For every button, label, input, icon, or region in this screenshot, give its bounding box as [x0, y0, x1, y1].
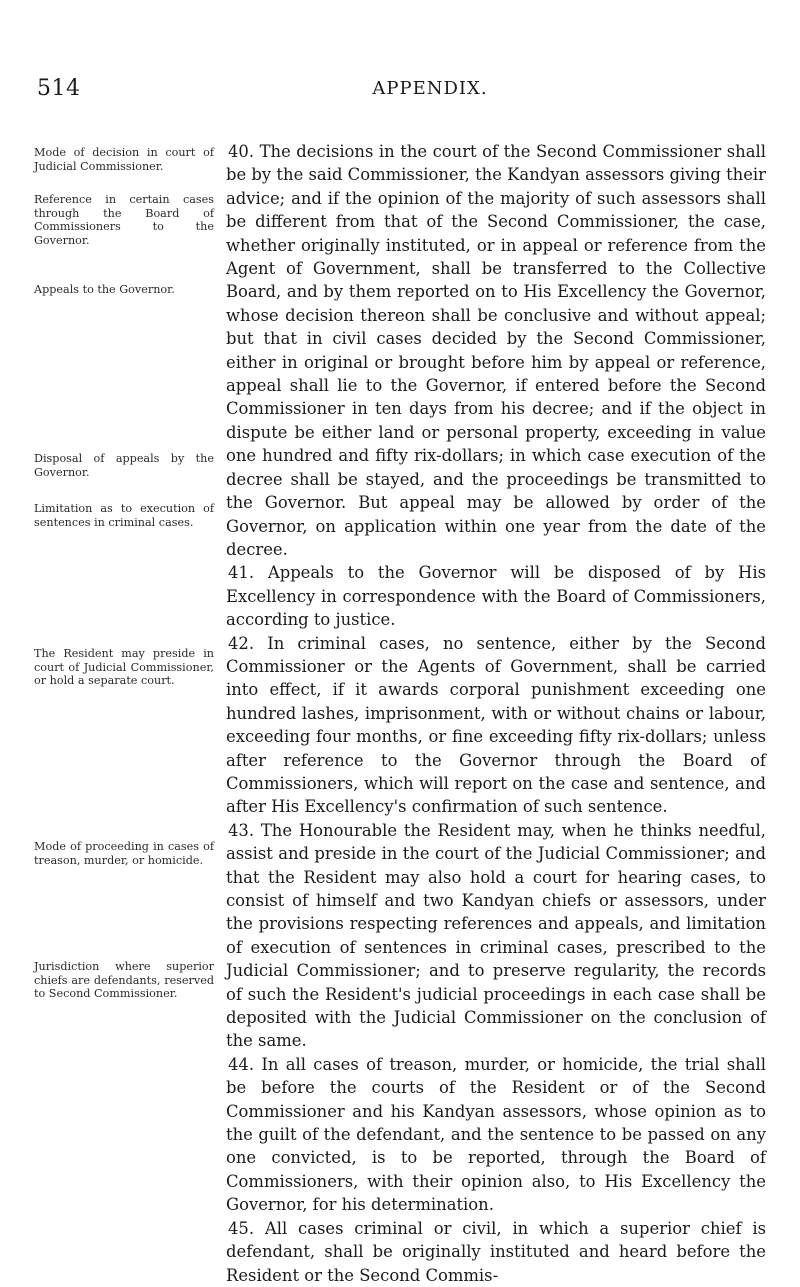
margin-note: Jurisdiction where superior chiefs are defendants, reserved to Second Commissioner. — [34, 960, 214, 1000]
paragraph-45: 45. All cases criminal or civil, in which a superior chief is defendant, shall be originally instituted and heard before the Resident or the Second Commis- — [226, 1218, 766, 1285]
margin-note: Mode of decision in court of Judicial Commissioner. — [34, 146, 214, 173]
margin-note: Appeals to the Governor. — [34, 283, 175, 296]
paragraph-42: 42. In criminal cases, no sentence, either by the Second Commissioner or the Agents of Government, shall be carried into effect, if it awards corporal punishment exceeding one hundred lashes, imprisonment, with or without chains or labour, exceeding four months, or fine exceeding fifty rix-dollars; unless after reference to the Governor through the Board of Commissioners, which will report on the case and sentence, and after His Excellency's confirmation of such sentence. — [226, 633, 766, 817]
margin-note: The Resident may preside in court of Judicial Commissioner, or hold a separate court. — [34, 647, 214, 687]
page-number: 514 — [37, 76, 81, 101]
main-text — [226, 140, 766, 1287]
running-title: APPENDIX. — [372, 78, 488, 99]
margin-note: Reference in certain cases through the Board of Commissioners to the Governor. — [34, 193, 214, 247]
margin-note: Limitation as to execution of sentences in criminal cases. — [34, 502, 214, 529]
margin-note: Mode of proceeding in cases of treason, murder, or homicide. — [34, 840, 214, 867]
margin-note: Disposal of appeals by the Governor. — [34, 452, 214, 479]
paragraph-43: 43. The Honourable the Resident may, when he thinks needful, assist and preside in the court of the Judicial Commissioner; and that the Resident may also hold a court for hearing cases, to consist of himself and two Kandyan chiefs or assessors, under the provisions respecting references and appeals, and limitation of execution of sentences in criminal cases, prescribed to the Judicial Commissioner; and to preserve regularity, the records of such the Resident's judicial proceedings in each case shall be deposited with the Judicial Commissioner on the conclusion of the same. — [226, 820, 766, 1051]
paragraph-40: 40. The decisions in the court of the Second Commissioner shall be by the said Commissioner, the Kandyan assessors giving their advice; and if the opinion of the majority of such assessors shall be different from that of the Second Commissioner, the case, whether originally instituted, or in appeal or reference from the Agent of Government, shall be transferred to the Collective Board, and by them reported on to His Excellency the Governor, whose decision thereon shall be conclusive and without appeal; but that in civil cases decided by the Second Commissioner, either in original or brought before him by appeal or reference, appeal shall lie to the Governor, if entered before the Second Commissioner in ten days from his decree; and if the object in dispute be either land or personal property, exceeding in value one hundred and fifty rix-dollars; in which case execution of the decree shall be stayed, and the proceedings be transmitted to the Governor. But appeal may be allowed by order of the Governor, on application within one year from the date of the decree. — [226, 142, 766, 559]
paragraph-41: 41. Appeals to the Governor will be disposed of by His Excellency in correspondence with the Board of Commissioners, according to justice. — [226, 563, 766, 630]
paragraph-44: 44. In all cases of treason, murder, or homicide, the trial shall be before the courts of the Resident or of the Second Commissioner and his Kandyan assessors, whose opinion as to the guilt of the defendant, and the sentence to be passed on any one convicted, is to be reported, through the Board of Commissioners, with their opinion also, to His Excellency the Governor, for his determination. — [226, 1054, 766, 1215]
